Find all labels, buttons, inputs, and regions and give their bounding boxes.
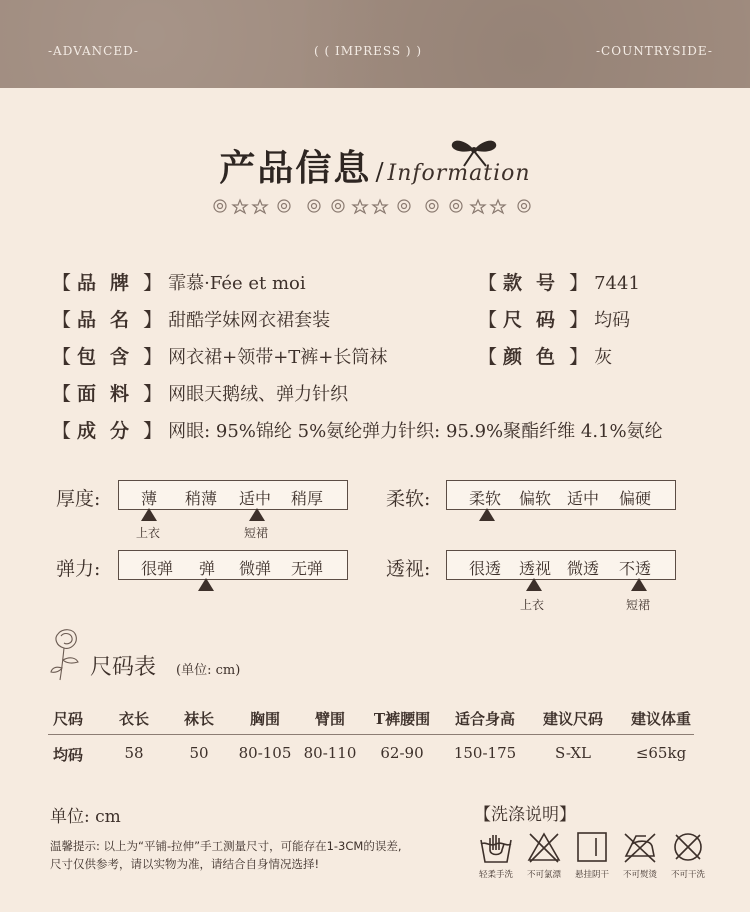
- thickness-option: 薄: [141, 489, 158, 508]
- size-table-title: 尺码表: [90, 655, 157, 680]
- elasticity-option: 微弹: [239, 559, 272, 578]
- tip-line-1: 温馨提示: 以上为“平铺-拉伸”手工测量尺寸，可能存在1-3CM的误差,: [50, 839, 402, 853]
- no-iron-icon: [622, 830, 658, 864]
- info-color-label: 颜色: [503, 346, 570, 368]
- softness-label: 柔软:: [386, 488, 431, 510]
- info-composition-label: 成分: [77, 420, 144, 442]
- table-header-cell: 建议尺码: [542, 710, 604, 728]
- table-cell: 80-105: [238, 744, 292, 762]
- transparency-option: 微透: [567, 559, 600, 578]
- wash-label: 不可干洗: [670, 870, 706, 880]
- thickness-note: 短裙: [244, 526, 269, 540]
- tip-line-2: 尺寸仅供参考，请以实物为准，请结合自身情况选择!: [50, 857, 320, 871]
- transparency-marker-icon: [631, 578, 647, 591]
- info-style-number: 【 款号】 7441: [478, 272, 640, 294]
- elasticity-option: 无弹: [291, 559, 324, 578]
- hand-wash-icon: [478, 830, 514, 864]
- info-brand: 【 品牌】 霏慕·Fée et moi: [52, 272, 306, 294]
- softness-option: 偏软: [519, 489, 552, 508]
- thickness-marker-icon: [249, 508, 265, 521]
- banner-right-text: -COUNTRYSIDE-: [596, 44, 713, 58]
- info-size: 【 尺码】 均码: [478, 309, 631, 331]
- thickness-marker-icon: [141, 508, 157, 521]
- table-header-cell: 建议体重: [630, 710, 692, 728]
- wash-label: 轻柔手洗: [478, 870, 514, 880]
- info-brand-value: 霏慕·Fée et moi: [168, 273, 306, 294]
- transparency-label: 透视:: [386, 558, 431, 580]
- page-title: 产品信息: [219, 147, 372, 189]
- table-cell: 150-175: [453, 744, 517, 762]
- transparency-marker-icon: [526, 578, 542, 591]
- table-header-cell: 袜长: [183, 710, 215, 728]
- table-cell: 80-110: [303, 744, 357, 762]
- info-style-number-value: 7441: [594, 273, 640, 294]
- size-table-unit: (单位: cm): [176, 663, 241, 678]
- no-dry-clean-icon: [670, 830, 706, 864]
- wash-label: 不可熨烫: [622, 870, 658, 880]
- table-header-cell: 尺码: [52, 710, 84, 728]
- table-cell: 均码: [52, 746, 84, 764]
- wash-title: 【洗涤说明】: [474, 805, 576, 825]
- softness-option: 偏硬: [619, 489, 652, 508]
- table-cell: 50: [189, 744, 209, 762]
- table-header-cell: 胸围: [249, 710, 281, 728]
- thickness-label: 厚度:: [56, 488, 101, 510]
- banner-left-text: -ADVANCED-: [48, 44, 139, 58]
- ornament-divider-icon: [210, 196, 540, 216]
- table-header-cell: 衣长: [118, 710, 150, 728]
- info-composition-value: 网眼: 95%锦纶 5%氨纶弹力针织: 95.9%聚酯纤维 4.1%氨纶: [168, 421, 663, 442]
- transparency-note: 短裙: [626, 598, 651, 612]
- top-banner: [0, 0, 750, 88]
- info-brand-label: 品牌: [77, 272, 144, 294]
- wash-label: 不可氯漂: [526, 870, 562, 880]
- info-includes: 【 包含】 网衣裙+领带+T裤+长筒袜: [52, 346, 388, 368]
- info-size-label: 尺码: [503, 309, 570, 331]
- thickness-option: 稍厚: [291, 489, 324, 508]
- info-includes-value: 网衣裙+领带+T裤+长筒袜: [168, 347, 388, 368]
- bow-icon: [448, 136, 500, 168]
- page-subtitle: Information: [387, 161, 531, 186]
- table-divider: [48, 734, 694, 735]
- elasticity-label: 弹力:: [56, 558, 101, 580]
- thickness-option: 适中: [239, 489, 272, 508]
- banner-center-text: ( ( IMPRESS ) ): [314, 44, 423, 58]
- info-style-number-label: 款号: [503, 272, 570, 294]
- transparency-option: 透视: [519, 559, 552, 578]
- transparency-option: 不透: [619, 559, 652, 578]
- unit-note: 单位: cm: [50, 807, 121, 827]
- elasticity-option: 很弹: [141, 559, 174, 578]
- no-bleach-icon: [526, 830, 562, 864]
- info-fabric-value: 网眼天鹅绒、弹力针织: [168, 384, 349, 405]
- info-fabric-label: 面料: [77, 383, 144, 405]
- table-header-cell: 适合身高: [454, 710, 516, 728]
- thickness-option: 稍薄: [185, 489, 218, 508]
- info-includes-label: 包含: [77, 346, 144, 368]
- table-header-cell: T裤腰围: [373, 710, 431, 728]
- section-header: [0, 140, 750, 191]
- softness-marker-icon: [479, 508, 495, 521]
- thickness-scale: [118, 480, 348, 510]
- info-color-value: 灰: [594, 347, 613, 368]
- info-size-value: 均码: [594, 310, 631, 331]
- elasticity-marker-icon: [198, 578, 214, 591]
- info-composition: 【 成分】 网眼: 95%锦纶 5%氨纶弹力针织: 95.9%聚酯纤维 4.1%氨纶: [52, 420, 663, 442]
- info-color: 【 颜色】 灰: [478, 346, 613, 368]
- softness-option: 柔软: [469, 489, 502, 508]
- info-name: 【 品名】 甜酷学妹网衣裙套装: [52, 309, 331, 331]
- rose-icon: [48, 626, 84, 682]
- wash-label: 悬挂阴干: [574, 870, 610, 880]
- table-cell: S-XL: [555, 744, 591, 762]
- softness-scale: [446, 480, 676, 510]
- transparency-option: 很透: [469, 559, 502, 578]
- table-cell: ≤65kg: [635, 744, 687, 762]
- table-cell: 62-90: [380, 744, 424, 762]
- transparency-scale: [446, 550, 676, 580]
- thickness-note: 上衣: [136, 526, 161, 540]
- elasticity-option: 弹: [199, 559, 216, 578]
- softness-option: 适中: [567, 489, 600, 508]
- hang-dry-icon: [574, 830, 610, 864]
- info-name-label: 品名: [77, 309, 144, 331]
- transparency-note: 上衣: [520, 598, 545, 612]
- table-header-cell: 臂围: [314, 710, 346, 728]
- info-name-value: 甜酷学妹网衣裙套装: [168, 310, 331, 331]
- info-fabric: 【 面料】 网眼天鹅绒、弹力针织: [52, 383, 349, 405]
- table-cell: 58: [124, 744, 144, 762]
- elasticity-scale: [118, 550, 348, 580]
- title-separator: /: [375, 158, 384, 186]
